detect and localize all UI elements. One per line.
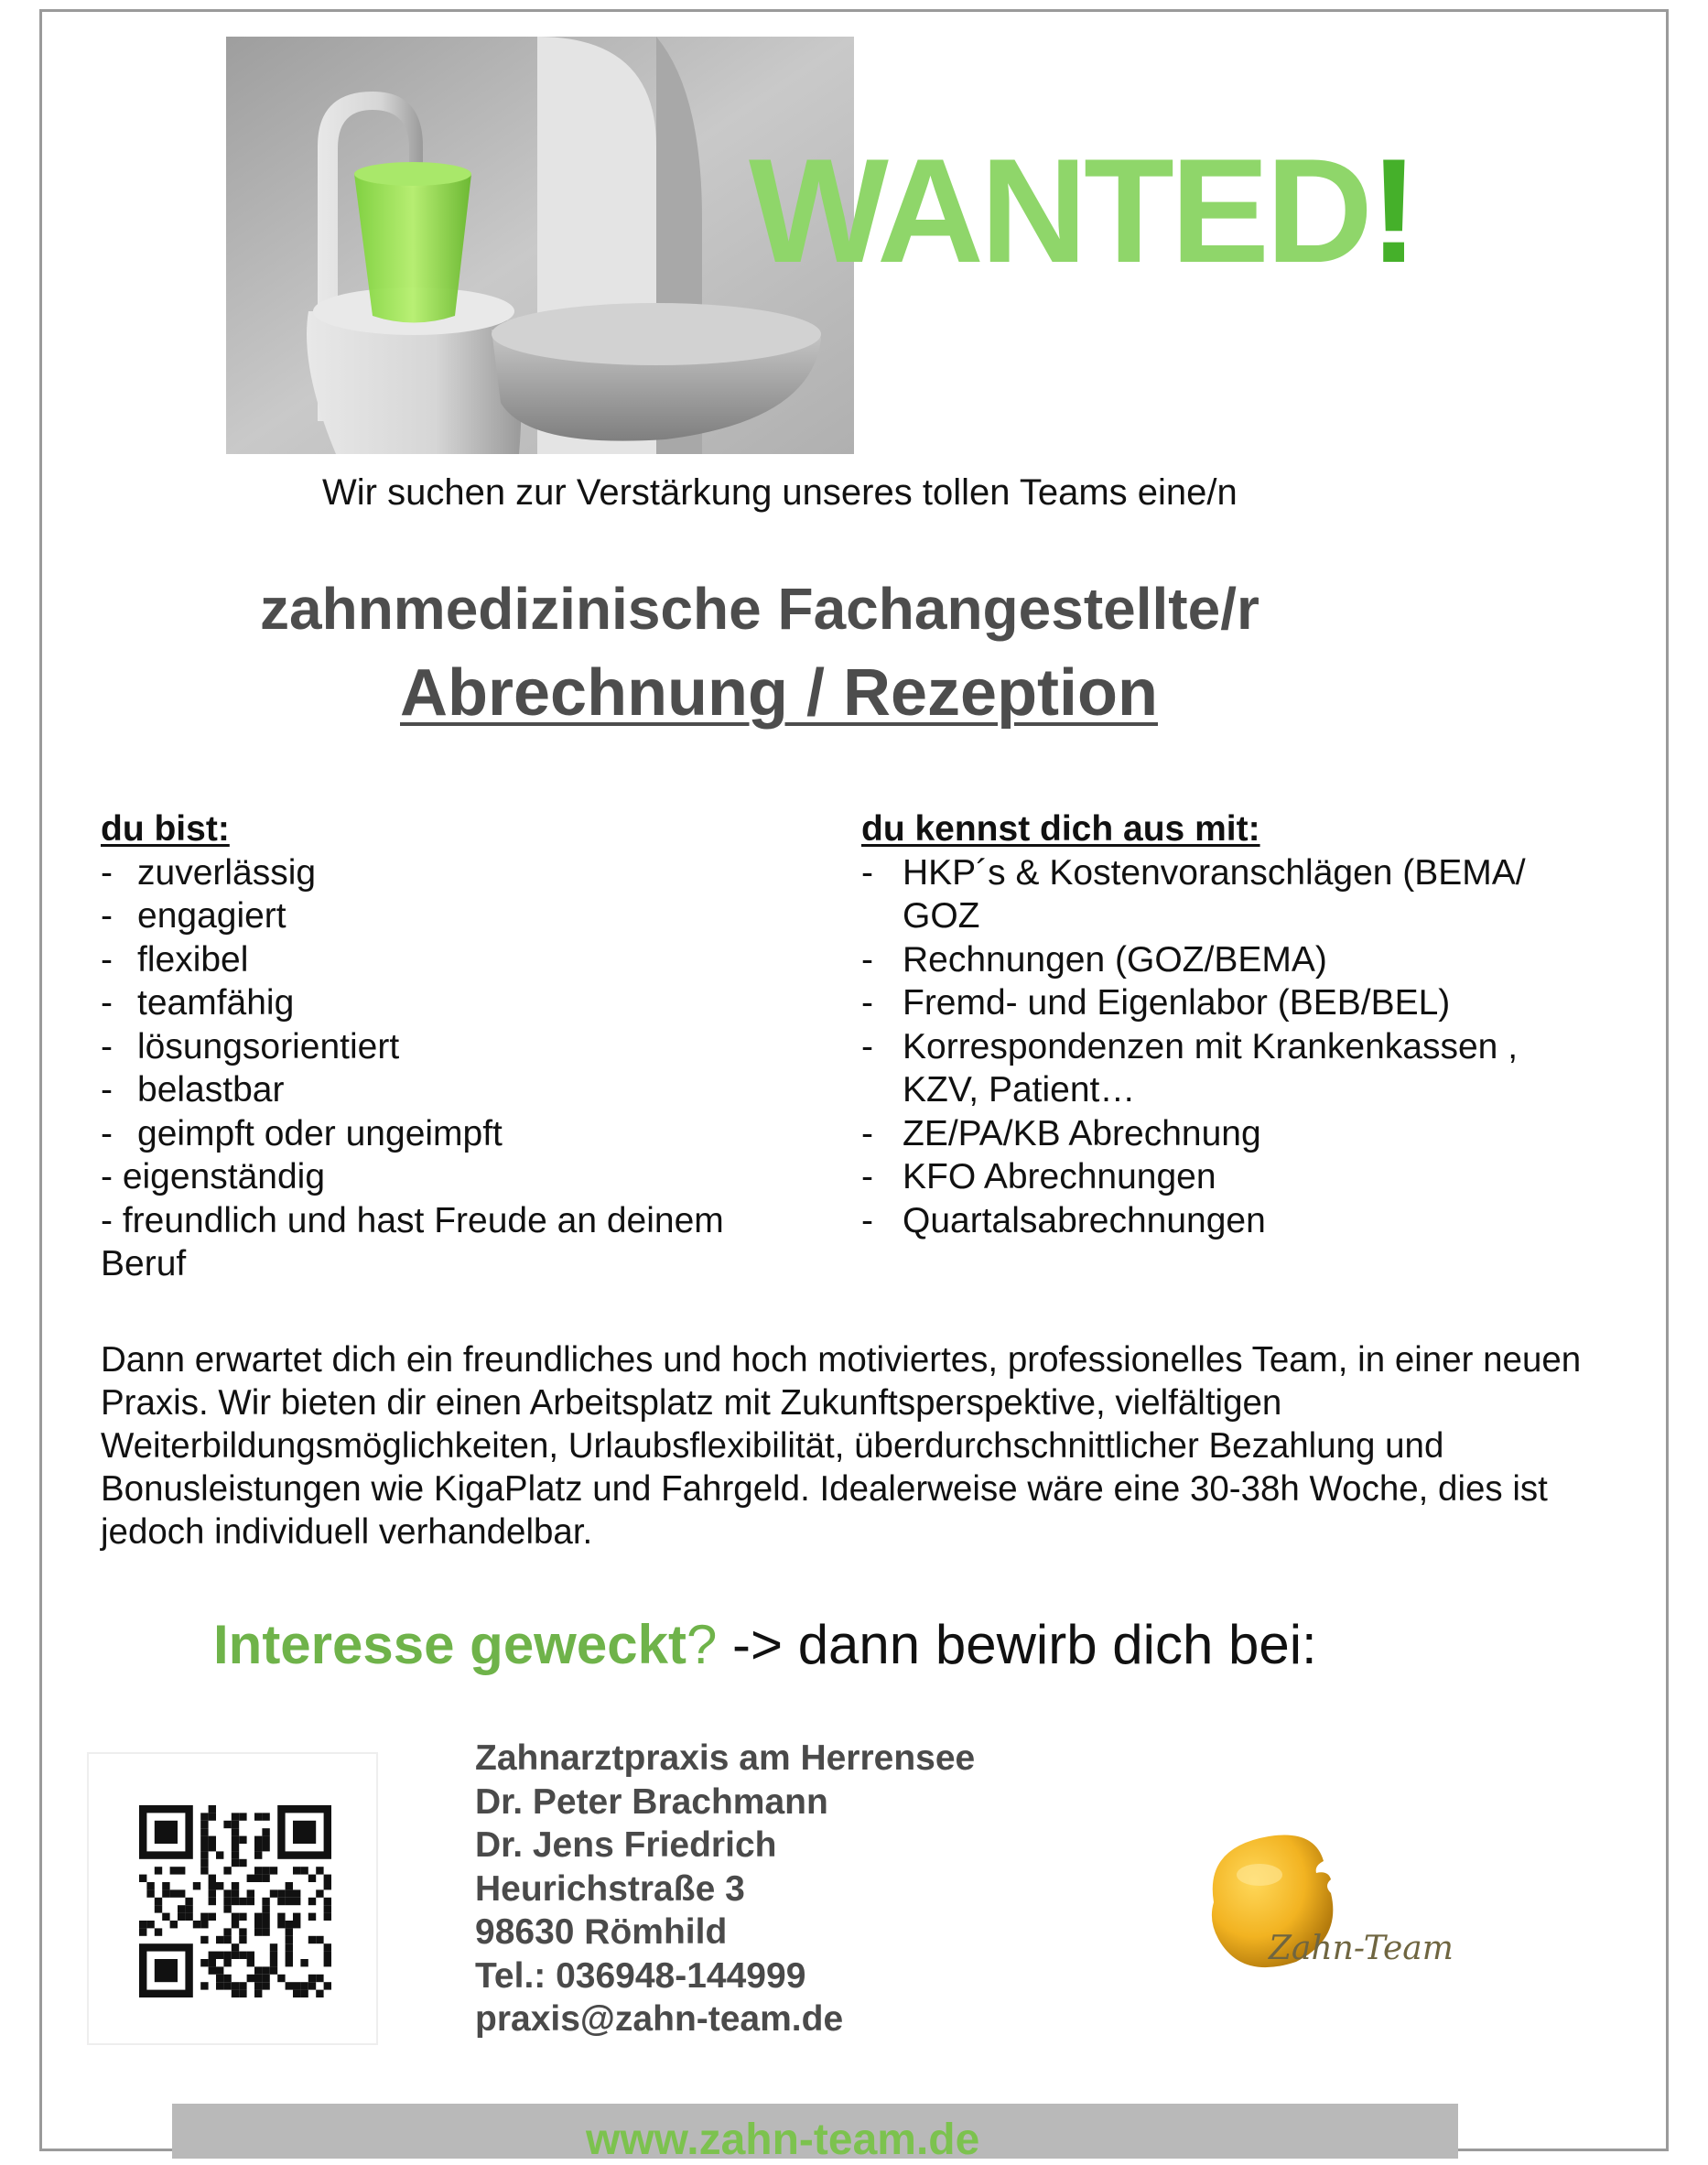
offer-paragraph: Dann erwartet dich ein freundliches und hoch motiviertes, professionelles Team, in einer neuen Praxis. Wir bieten dir einen Arbeitsplatz mit Zukunftsperspektive, vielfältigen Weiterbildungsmöglichkeiten, Urlaubsflexibilität, überdurchschnittlicher Bezahlung und Bonusleistungen wie KigaPlatz und Fahrgeld. Idealerweise wäre eine 30-38h Woche, dies ist jedoch individuell verhandelbar. bbox=[101, 1340, 1582, 1552]
cta-question-mark: ? bbox=[686, 1614, 718, 1675]
city: 98630 Römhild bbox=[475, 1912, 728, 1952]
call-to-action bbox=[213, 1613, 1317, 1676]
list-item: - Rechnungen (GOZ/BEMA) bbox=[861, 938, 1584, 982]
list-item: - Fremd- und Eigenlabor (BEB/BEL) bbox=[861, 981, 1584, 1025]
qualities-column bbox=[101, 807, 796, 1286]
skills-column bbox=[861, 807, 1584, 1242]
list-item: - eigenständig bbox=[101, 1155, 796, 1199]
list-item: - HKP´s & Kostenvoranschlägen (BEMA/ GOZ bbox=[861, 851, 1584, 938]
list-item: - Quartalsabrechnungen bbox=[861, 1199, 1584, 1243]
job-subtitle: Abrechnung / Rezeption bbox=[400, 656, 1158, 730]
list-item: - teamfähig bbox=[101, 981, 796, 1025]
list-item: - ZE/PA/KB Abrechnung bbox=[861, 1112, 1584, 1156]
contact-address bbox=[475, 1737, 975, 2041]
qr-code-icon[interactable] bbox=[139, 1805, 331, 1997]
list-item: - belastbar bbox=[101, 1068, 796, 1112]
logo-text: Zahn-Team bbox=[1269, 1930, 1454, 1967]
list-item: - flexibel bbox=[101, 938, 796, 982]
list-item: - geimpft oder ungeimpft bbox=[101, 1112, 796, 1156]
list-item: - freundlich und hast Freude an deinem Beruf bbox=[101, 1199, 796, 1286]
website-link[interactable]: www.zahn-team.de bbox=[586, 2116, 980, 2164]
email-link[interactable]: praxis@zahn-team.de bbox=[475, 1999, 844, 2039]
skills-heading: du kennst dich aus mit: bbox=[861, 809, 1260, 849]
practice-name: Zahnarztpraxis am Herrensee bbox=[475, 1738, 976, 1778]
job-title: zahnmedizinische Fachangestellte/r bbox=[260, 576, 1259, 642]
cta-highlight: Interesse geweckt bbox=[213, 1614, 686, 1675]
list-item: - engagiert bbox=[101, 894, 796, 938]
cta-rest: -> dann bewirb dich bei: bbox=[717, 1614, 1317, 1675]
list-item: - KFO Abrechnungen bbox=[861, 1155, 1584, 1199]
qualities-list bbox=[101, 851, 796, 1286]
qualities-heading: du bist: bbox=[101, 809, 230, 849]
list-item: - lösungsorientiert bbox=[101, 1025, 796, 1069]
doctor-name: Dr. Peter Brachmann bbox=[475, 1781, 828, 1822]
headline-exclamation: ! bbox=[1368, 128, 1415, 294]
phone[interactable]: Tel.: 036948-144999 bbox=[475, 1955, 806, 1996]
street: Heurichstraße 3 bbox=[475, 1868, 745, 1909]
list-item: - Korrespondenzen mit Krankenkassen , KZV, Patient… bbox=[861, 1025, 1584, 1112]
wanted-headline: WANTED! bbox=[749, 128, 1415, 294]
qr-code-box[interactable] bbox=[87, 1752, 378, 2045]
list-item: - zuverlässig bbox=[101, 851, 796, 895]
doctor-name: Dr. Jens Friedrich bbox=[475, 1825, 777, 1865]
intro-text: Wir suchen zur Verstärkung unseres tollen Teams eine/n bbox=[322, 472, 1238, 513]
skills-list bbox=[861, 851, 1584, 1243]
